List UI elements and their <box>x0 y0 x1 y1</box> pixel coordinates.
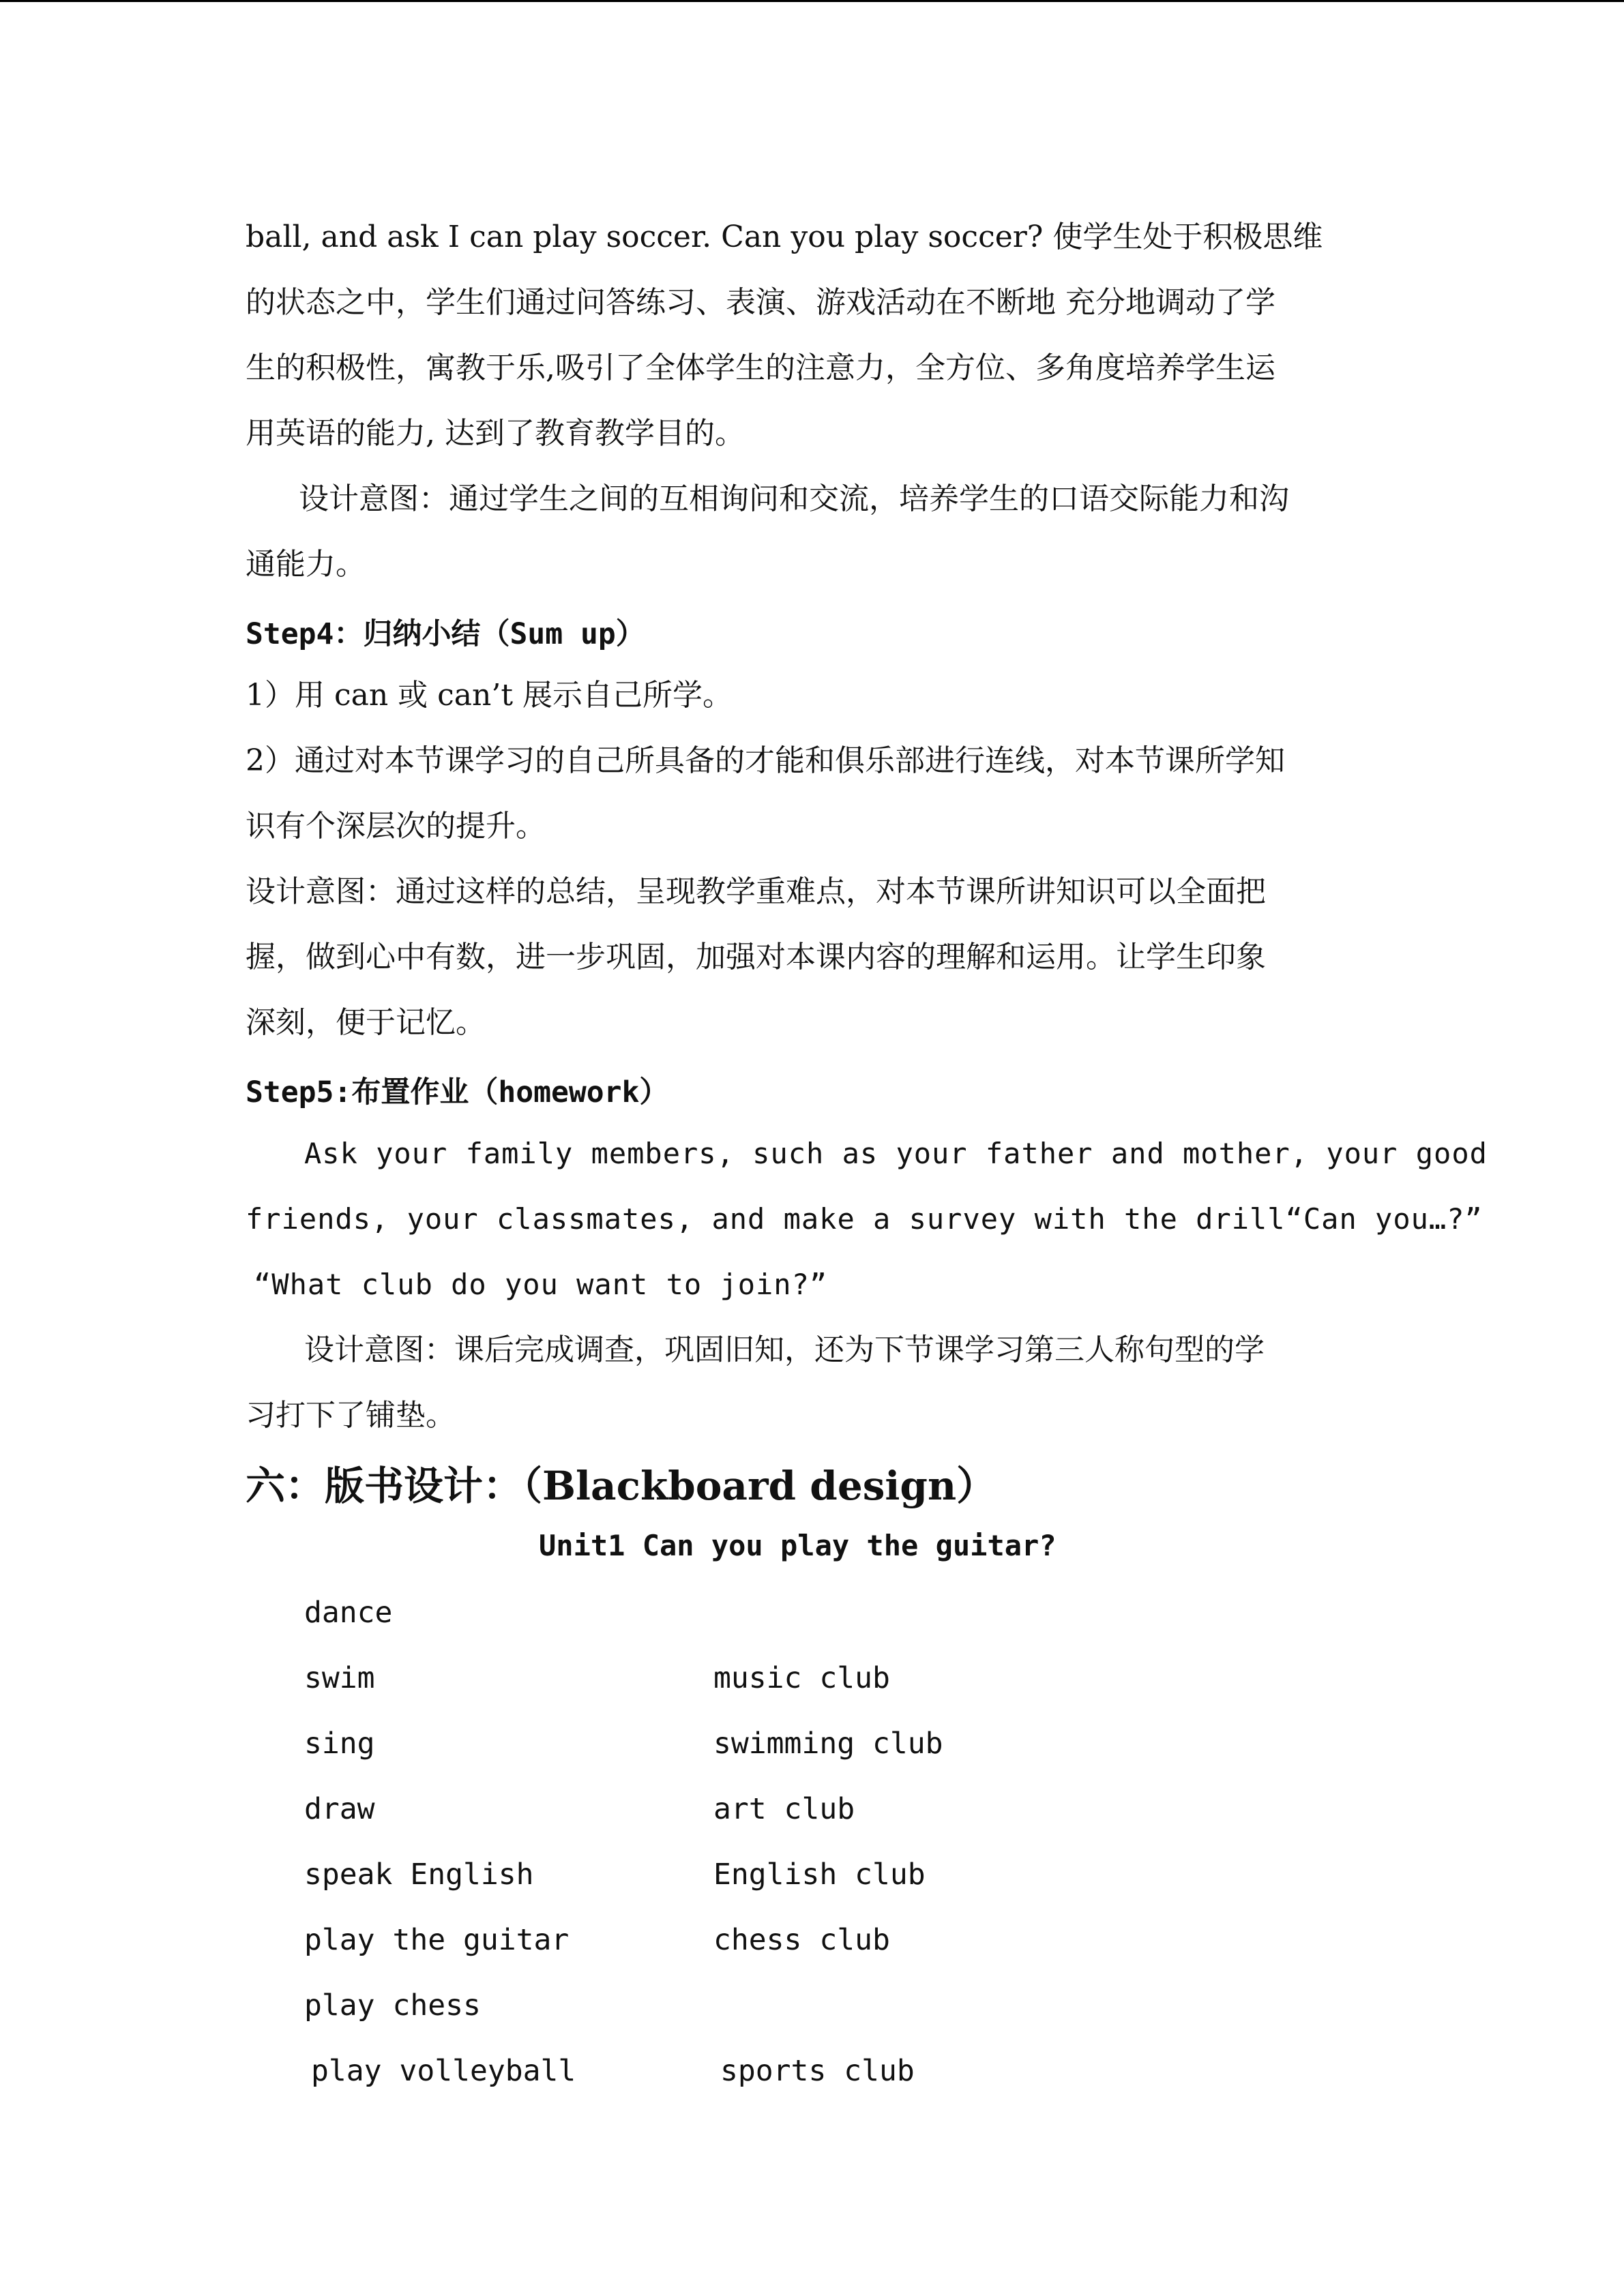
text-line: 设计意图：课后完成调查，巩固旧知，还为下节课学习第三人称句型的学 <box>304 1332 1265 1367</box>
text-line: 用英语的能力, 达到了教育教学目的。 <box>246 416 745 451</box>
board-club: sports club <box>720 2054 915 2088</box>
text-line: 设计意图：通过这样的总结，呈现教学重难点，对本节课所讲知识可以全面把 <box>246 874 1266 909</box>
board-skill: sing <box>304 1727 375 1761</box>
page-top-border <box>0 0 1624 2</box>
text-line: 设计意图：通过学生之间的互相询问和交流，培养学生的口语交际能力和沟 <box>299 481 1289 516</box>
step4-item-2 <box>246 728 1381 859</box>
board-club: chess club <box>713 1923 890 1957</box>
board-skill: dance <box>304 1596 393 1630</box>
step5-design-intent <box>246 1317 1381 1448</box>
step4-design-intent <box>246 859 1381 1056</box>
text-line: friends, your classmates, and make a survey with the drill“Can you…?” <box>246 1202 1483 1236</box>
step5-homework-body <box>246 1121 1488 1317</box>
text-line: 2）通过对本节课学习的自己所具备的才能和俱乐部进行连线，对本节课所学知 <box>246 743 1285 778</box>
text-line: ball, and ask I can play soccer. Can you play soccer? 使学生处于积极思维 <box>246 220 1323 254</box>
board-club: music club <box>713 1661 890 1695</box>
board-skill: swim <box>304 1661 375 1695</box>
board-skill: draw <box>304 1792 375 1826</box>
board-skill: speak English <box>304 1858 534 1892</box>
text-line: 握，做到心中有数，进一步巩固，加强对本课内容的理解和运用。让学生印象 <box>246 940 1266 974</box>
text-line: 识有个深层次的提升。 <box>246 809 546 844</box>
step4-item-1 <box>246 663 1381 728</box>
text-line: 习打下了铺垫。 <box>246 1398 456 1433</box>
board-club: art club <box>713 1792 855 1826</box>
text-line: Ask your family members, such as your father and mother, your good <box>304 1137 1488 1170</box>
text-line: 通能力。 <box>246 547 366 582</box>
text-line: 生的积极性，寓教于乐,吸引了全体学生的注意力，全方位、多角度培养学生运 <box>246 351 1275 385</box>
board-skill: play volleyball <box>311 2054 576 2088</box>
paragraph-design-intent-1 <box>246 466 1381 597</box>
step4-heading: Step4：归纳小结（Sum up） <box>246 617 645 651</box>
text-line: “What club do you want to join?” <box>254 1268 828 1301</box>
section6-heading: 六：版书设计：（Blackboard design） <box>246 1463 996 1509</box>
blackboard-title: Unit1 Can you play the guitar? <box>539 1529 1057 1562</box>
text-line: 1）用 can 或 can’t 展示自己所学。 <box>246 678 733 713</box>
board-skill: play the guitar <box>304 1923 570 1957</box>
board-club: English club <box>713 1858 926 1892</box>
paragraph-classroom-activity <box>246 205 1381 466</box>
text-line: 深刻，便于记忆。 <box>246 1005 486 1040</box>
board-skill: play chess <box>304 1988 481 2023</box>
step5-heading: Step5:布置作业（homework） <box>246 1075 669 1109</box>
board-club: swimming club <box>713 1727 943 1761</box>
text-line: 的状态之中，学生们通过问答练习、表演、游戏活动在不断地 充分地调动了学 <box>246 285 1275 320</box>
